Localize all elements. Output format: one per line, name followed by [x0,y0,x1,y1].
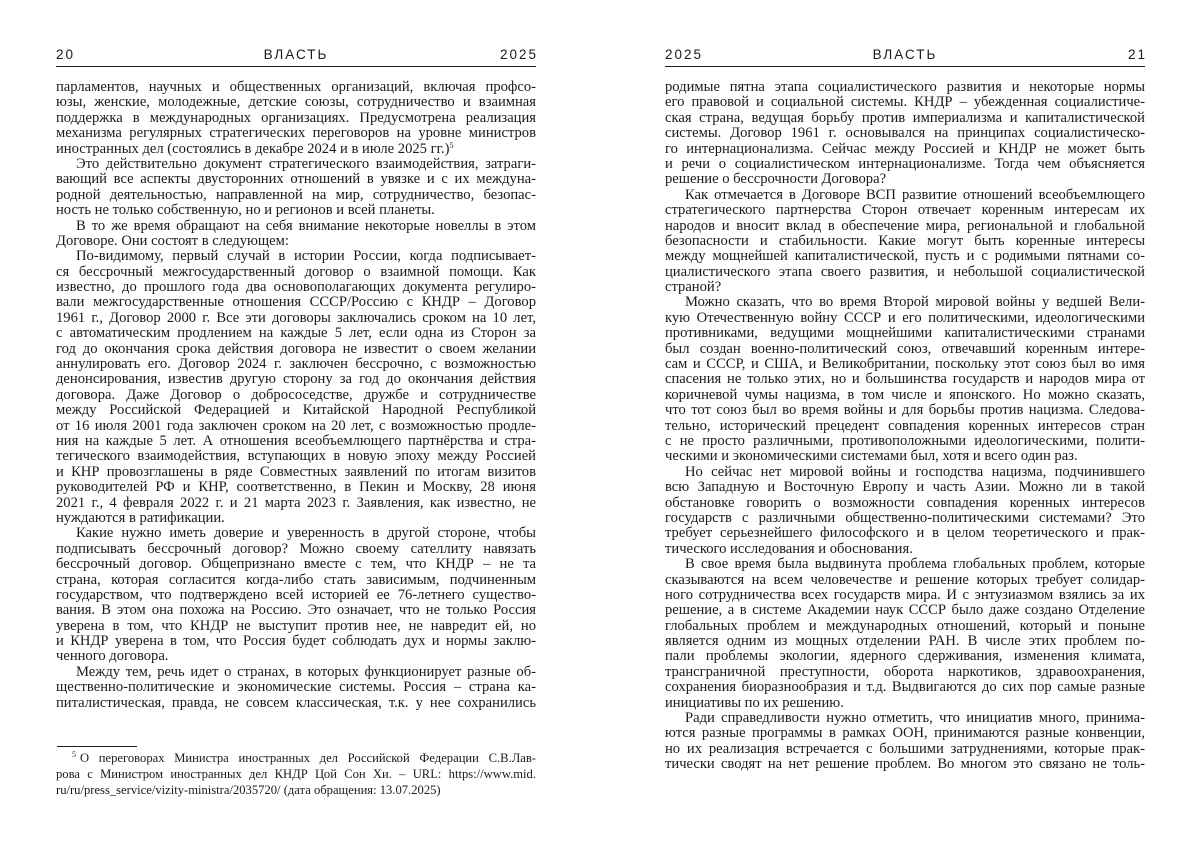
text-line [56,80,536,95]
line-text: Можно сказать, что во время Второй мировой войны у ведшей Вели- [685,294,1145,310]
text-line [56,311,536,326]
text-line [665,511,1145,526]
footnote-line [56,766,536,782]
line-text: циалистического этапа своего развития, и небольшой социалистической [665,264,1145,280]
text-line [665,357,1145,372]
text-line [665,311,1145,326]
text-line [56,265,536,280]
text-line [56,142,536,157]
text-line [56,188,536,203]
text-line [665,526,1145,541]
line-text: механизма регулярных стратегических переговоров на уровне министров [56,125,536,141]
line-text: всю Западную и Восточную Европу и часть Азии. Можно ли в такой [665,479,1145,495]
line-text: юзы, женские, молодежные, детские союзы, сотрудничество и взаимная [56,94,536,110]
line-text: Это действительно документ стратегического взаимодействия, затраги- [76,156,536,172]
text-line [56,680,536,695]
line-text: решение о бессрочности Договора? [665,171,886,187]
line-text: Договоре. Они состоят в следующем: [56,233,289,249]
text-line [665,711,1145,726]
text-line [665,573,1145,588]
running-header [56,46,536,67]
footnote-marker: 5 [72,750,76,759]
text-line [56,403,536,418]
text-line [665,111,1145,126]
text-line [56,172,536,187]
line-text: ются разные программы в рамках ООН, принимаются разные конвенции, [665,725,1145,741]
text-line [665,680,1145,695]
text-line [665,372,1145,387]
line-text: и речи о социалистическом интернационализме. Тогда чем объясняется [665,156,1145,172]
line-text: парламентов, научных и общественных организаций, включая профсо- [56,79,536,95]
line-text: иностранных дел (состоялись в декабре 2024 и в июле 2025 гг.) [56,141,449,157]
footnote-line [56,782,536,798]
line-text: с автоматическим продлением на каждые 5 лет, если одна из Сторон за [56,325,536,341]
line-text: и КНР провозглашены в ряде Совместных заявлений по итогам визитов [56,464,536,480]
line-text: По-видимому, первый случай в истории России, когда подписывает- [76,248,536,264]
line-text: Но сейчас нет мировой войны и господства нацизма, подчинившего [685,464,1145,480]
line-text: ская страна, ведущая борьбу против империализма и капиталистической [665,110,1145,126]
text-line [665,665,1145,680]
line-text: обстановке говорить о возможности совпадения коренных интересов [665,495,1145,511]
line-text: вали межгосударственные отношения СССР/Россию с КНДР – Договор [56,294,536,310]
text-line [56,342,536,357]
line-text: руководителей РФ и КНР, соответственно, в Пекин и Москву, 28 июня [56,479,536,495]
line-text: тически сводят на нет решение проблем. Во многом это связано не толь- [665,756,1145,772]
footnote-text: ru/ru/press_service/vizity-ministra/2035720/ (дата обращения: 13.07.2025) [56,783,441,797]
text-line [665,280,1145,295]
line-text: аннулировать его. Договор 2024 г. заключен бессрочно, с возможностью [56,356,536,372]
line-text: решение, а в системе Академии наук СССР было даже создано Отделение [665,602,1145,618]
line-text: пали проблемы экологии, ядерного сдерживания, изменения климата, [665,648,1145,664]
line-text: что тот союз был во время войны и для борьбы против нацизма. Следова- [665,402,1145,418]
text-line [665,496,1145,511]
journal-title: ВЛАСТЬ [665,47,1145,63]
line-text: от 16 июля 2001 года заключен сроком на 20 лет, с возможностью продле- [56,418,536,434]
footnote-line [56,750,536,766]
line-text: является одним из мощных отделении РАН. В числе этих проблем по- [665,633,1145,649]
line-text: но их реализация встречается с большими затруднениями, которые прак- [665,741,1145,757]
line-text: бессрочный договор. Общепризнано вместе с тем, что КНДР – не та [56,556,536,572]
text-line [665,342,1145,357]
paragraph [56,526,536,665]
text-line [56,434,536,449]
text-line [665,295,1145,310]
text-line [665,696,1145,711]
line-text: государств с различными общественно-политическими системами? Это [665,510,1145,526]
text-line [665,265,1145,280]
text-line [56,557,536,572]
text-line [56,573,536,588]
paragraph [665,465,1145,557]
text-line [665,588,1145,603]
paragraph [56,665,536,711]
line-text: известно, до прошлого года два основополагающих документа регулиро- [56,279,536,295]
text-line [665,188,1145,203]
text-line [665,726,1145,741]
line-text: кую Отечественную войну СССР и его политическими, идеологическими [665,310,1145,326]
line-text: сказываются на всем человечестве и решение которых требует солидар- [665,572,1145,588]
line-text: сохранения биоразнообразия и т.д. Выдвигаются до сих пор самые разные [665,679,1145,695]
paragraph [665,295,1145,464]
text-line [665,203,1145,218]
line-text: В то же время обращают на себя внимание некоторые новеллы в этом [76,218,536,234]
text-line [665,234,1145,249]
text-line [665,649,1145,664]
line-text: уверена в том, что КНДР не выступит против нее, не навредит ей, но [56,618,536,634]
line-text: ность не только собственную, но и регионов и всей планеты. [56,202,435,218]
text-line [665,542,1145,557]
text-line [665,403,1145,418]
text-line [56,526,536,541]
line-text: щественно-политические и экономические системы. Россия – страна ка- [56,679,536,695]
text-line [665,80,1145,95]
line-text: его правовой и социальной системы. КНДР – убежденная социалистиче- [665,94,1145,110]
line-text: питалистическая, правда, не совсем классическая, т.к. у нее сохранились [56,695,536,711]
text-line [56,280,536,295]
year: 2025 [665,47,703,63]
paragraph [56,219,536,250]
line-text: ческими и экономическими системами был, хотя и всего один раз. [665,448,1078,464]
text-line [665,619,1145,634]
line-text: государством, что подтверждено всей историей ее 76-летнего существо- [56,587,536,603]
line-text: системы. Договор 1961 г. основывался на принципах социалистическо- [665,125,1145,141]
line-text: ного сотрудничества всех государств мира. И с энтузиазмом взялись за их [665,587,1145,603]
year: 2025 [500,47,538,63]
line-text: сам и СССР, и США, и Великобритании, поскольку этот союз был во имя [665,356,1145,372]
text-line [56,511,536,526]
line-text: требует серьезнейшего философского и в целом теоретического и прак- [665,525,1145,541]
line-text: инициативы по их решению. [665,695,844,711]
page-number: 21 [1128,47,1147,63]
line-text: стратегического партнерства Сторон отвечает коренным интересам их [665,202,1145,218]
line-text: и КНДР уверена в том, что Россия будет соблюдать дух и нормы заклю- [56,633,536,649]
journal-title: ВЛАСТЬ [56,47,536,63]
text-line [665,434,1145,449]
text-line [665,219,1145,234]
line-text: подписывать бессрочный договор? Можно своему сателлиту навязать [56,541,536,557]
text-line [56,203,536,218]
line-text: глобальных проблем и международных отношений, который и поныне [665,618,1145,634]
line-text: год до окончания срока действия договора не известит о своем желании [56,341,536,357]
body-text [56,80,536,711]
text-line [56,111,536,126]
footnote-text: рова с Министром иностранных дел КНДР Цой Сон Хи. – URL: https://www.mid. [56,767,536,781]
text-line [56,480,536,495]
line-text: между мощнейшей капиталистической, пусть и с родимыми пятнами со- [665,248,1145,264]
paragraph [56,157,536,219]
line-text: безопасности и стабильности. Какие могут быть коренные интересы [665,233,1145,249]
line-text: спасения не только этих, но и большинства государств и народов мира от [665,371,1145,387]
text-line [665,388,1145,403]
paragraph [665,711,1145,773]
text-line [56,665,536,680]
paragraph [56,80,536,157]
footnote-divider [57,746,137,747]
line-text: договора. Даже Договор о добрососедстве, дружбе и сотрудничестве [56,387,536,403]
text-line [56,449,536,464]
footnote [56,750,536,798]
text-line [56,496,536,511]
text-line [56,219,536,234]
text-line [56,157,536,172]
line-text: тельно, исторический прецедент совпадения коренных интересов стран [665,418,1145,434]
footnote-reference[interactable]: 5 [449,141,453,150]
line-text: коричневой чумы нацизма, в том числе и японского. Но можно сказать, [665,387,1145,403]
text-line [665,95,1145,110]
text-line [665,172,1145,187]
line-text: противниками, ведущими мощнейшими капиталистическими странами [665,325,1145,341]
text-line [665,480,1145,495]
line-text: трансграничной преступности, оборота наркотиков, здравоохранения, [665,664,1145,680]
line-text: го интернационализма. Сейчас между Россией и КНДР не может быть [665,141,1145,157]
text-line [56,419,536,434]
line-text: нуждаются в ратификации. [56,510,225,526]
text-line [56,649,536,664]
body-text [665,80,1145,773]
text-line [665,419,1145,434]
text-line [56,619,536,634]
line-text: был создан военно-политический союз, отвечавший коренным интере- [665,341,1145,357]
line-text: вания. В этом она похожа на Россию. Это означает, что не только Россия [56,602,536,618]
line-text: Ради справедливости нужно отметить, что инициатив много, принима- [685,710,1145,726]
paragraph [665,188,1145,296]
paragraph [665,80,1145,188]
line-text: страной? [665,279,721,295]
text-line [665,126,1145,141]
line-text: вающий все аспекты двусторонних отношений в увязке и с их междуна- [56,171,536,187]
footnote-text: О переговорах Министра иностранных дел Российской Федерации С.В.Лав- [80,751,536,765]
text-line [56,588,536,603]
text-line [56,95,536,110]
text-line [56,696,536,711]
text-line [56,634,536,649]
line-text: поддержка в международных организациях. Предусмотрена реализация [56,110,536,126]
text-line [56,295,536,310]
line-text: денонсирования, известив другую сторону за год до окончания действия [56,371,536,387]
line-text: с не просто различными, противоположными идеологическими, полити- [665,433,1145,449]
text-line [56,465,536,480]
line-text: ся бессрочный межгосударственный договор о взаимной помощи. Как [56,264,536,280]
line-text: В свое время была выдвинута проблема глобальных проблем, которые [685,556,1145,572]
text-line [56,603,536,618]
line-text: народов и вносит вклад в обеспечение мира, региональной и глобальной [665,218,1145,234]
text-line [665,449,1145,464]
text-line [56,234,536,249]
text-line [665,603,1145,618]
text-line [56,326,536,341]
text-line [665,142,1145,157]
line-text: родной деятельностью, направленной на мир, сотрудничество, безопас- [56,187,536,203]
line-text: тегического взаимодействия, вступающих в новую эпоху между Россией [56,448,536,464]
line-text: ния на каждые 5 лет. А отношения всеобъемлющего партнёрства и стра- [56,433,536,449]
text-line [56,388,536,403]
line-text: ченного договора. [56,648,168,664]
text-line [665,326,1145,341]
line-text: страна, которая согласится когда-либо стать зависимым, подчиненным [56,572,536,588]
text-line [665,757,1145,772]
line-text: тического исследования и обоснования. [665,541,913,557]
text-line [56,372,536,387]
line-text: родимые пятна этапа социалистического развития и некоторые нормы [665,79,1145,95]
text-line [56,126,536,141]
text-line [665,249,1145,264]
line-text: 2021 г., 4 февраля 2022 г. и 21 марта 2023 г. Заявления, как известно, не [56,495,536,511]
text-line [665,557,1145,572]
running-header [665,46,1145,67]
line-text: Какие нужно иметь доверие и уверенность в другой стороне, чтобы [76,525,536,541]
line-text: Между тем, речь идет о странах, в которых функционирует разные об- [76,664,536,680]
text-line [665,157,1145,172]
text-line [665,465,1145,480]
text-line [665,634,1145,649]
text-line [665,742,1145,757]
text-line [56,357,536,372]
line-text: 1961 г., Договор 2000 г. Все эти договоры заключались сроком на 10 лет, [56,310,536,326]
text-line [56,249,536,264]
paragraph [665,557,1145,711]
paragraph [56,249,536,526]
text-line [56,542,536,557]
line-text: Как отмечается в Договоре ВСП развитие отношений всеобъемлющего [685,187,1145,203]
line-text: между Российской Федерацией и Китайской Народной Республикой [56,402,536,418]
page-number: 20 [56,47,75,63]
